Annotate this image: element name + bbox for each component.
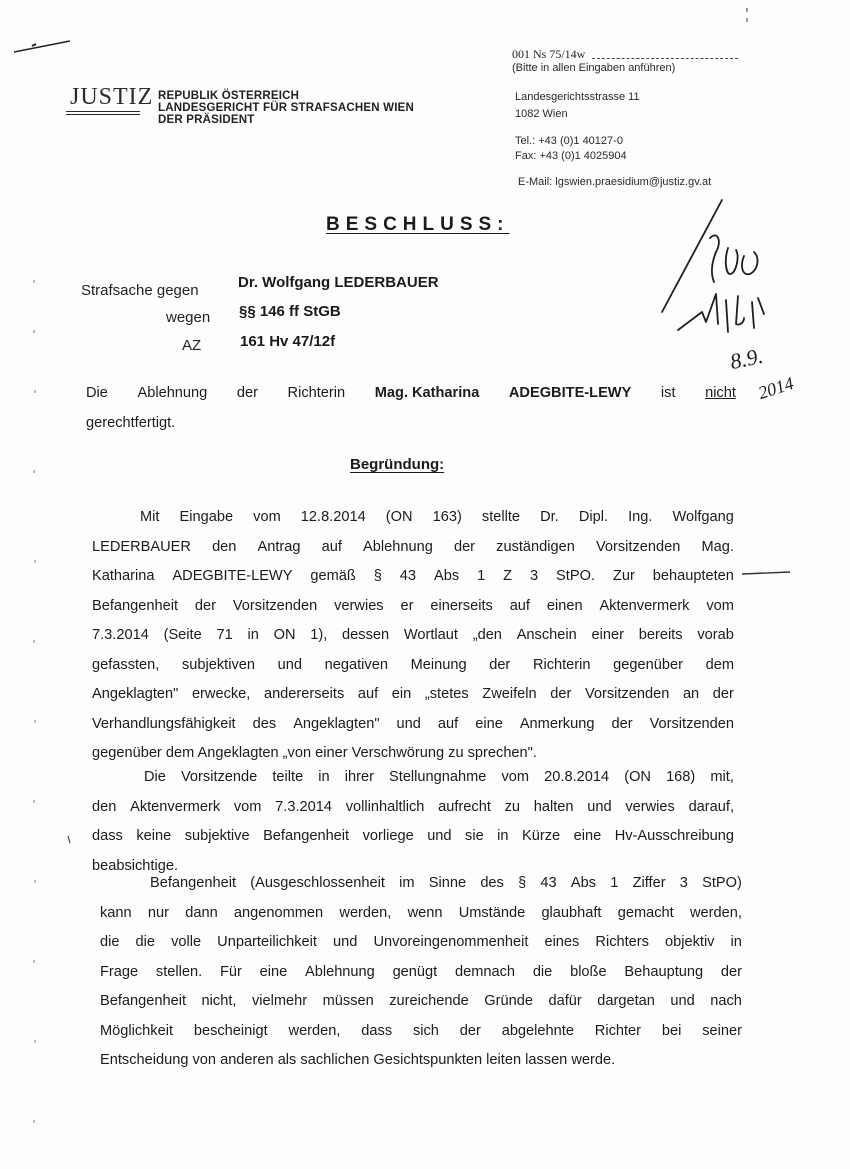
defendant-name: Dr. Wolfgang LEDERBAUER [238, 274, 439, 291]
reasons-heading: Begründung: [350, 456, 445, 473]
ruling-line-2: gerechtfertigt. [86, 415, 176, 431]
reference-blank-line [592, 58, 738, 59]
ruling-line: Die Ablehnung der Richterin Mag. Katharina ADEGBITE-LEWY ist nicht [86, 380, 736, 406]
court-line-republic: REPUBLIK ÖSTERREICH [158, 90, 300, 102]
justiz-logo [66, 84, 154, 116]
address-city: 1082 Wien [515, 108, 568, 120]
judge-name: ADEGBITE-LEWY [508, 385, 632, 401]
ruling-negation: nicht [705, 385, 736, 401]
reasons-paragraph-3: Befangenheit (Ausgeschlossenheit im Sinne des § 43 Abs 1 Ziffer 3 StPO) kann nur dann angenommen werden, wenn Umstände glaubhaft gemacht werden, die die volle Unparteilichkeit und Unvoreingenommenheit eines Richters objektiv in Frage stellen. Für eine Ablehnung genügt demnach die bloße Behauptung der Befangenheit nicht, vielmehr müssen zureichende Gründe dafür dargetan und nach Möglichkeit bescheinigt werden, dass sich der abgelehnte Richter bei seiner Entscheidung von anderen als sachlichen Gesichtspunkten leiten lassen werde. [100, 875, 742, 1068]
handwritten-signature [640, 190, 840, 430]
court-line-court: LANDESGERICHT FÜR STRAFSACHEN WIEN [158, 102, 414, 114]
label-case-against: Strafsache gegen [81, 282, 199, 299]
reference-note: (Bitte in allen Eingaben anführen) [512, 62, 676, 74]
email-address: E-Mail: lgswien.praesidium@justiz.gv.at [518, 176, 712, 188]
address-street: Landesgerichtsstrasse 11 [515, 91, 640, 103]
reasons-paragraph-2: Die Vorsitzende teilte in ihrer Stellungnahme vom 20.8.2014 (ON 168) mit, den Aktenvermerk vom 7.3.2014 vollinhaltlich aufrecht zu halten und verwies darauf, dass keine subjektive Befangenheit vorliege und sie in Kürze eine Hv-Ausschreibung beabsichtige. [92, 769, 734, 874]
phone-number: Tel.: +43 (0)1 40127-0 [515, 135, 623, 147]
document-title: BESCHLUSS: [326, 214, 510, 235]
offence-value: §§ 146 ff StGB [239, 303, 341, 320]
reference-number: 001 Ns 75/14w [512, 47, 586, 61]
logo-text: JUSTIZ [70, 84, 154, 110]
court-line-president: DER PRÄSIDENT [158, 114, 255, 126]
label-offence: wegen [166, 309, 211, 326]
handwritten-date-year: 2014 [755, 372, 797, 404]
case-number: 161 Hv 47/12f [240, 333, 336, 350]
label-az: AZ [182, 337, 202, 354]
fax-number: Fax: +43 (0)1 4025904 [515, 150, 627, 162]
ruling-paragraph [86, 380, 736, 436]
reasons-paragraph-1: Mit Eingabe vom 12.8.2014 (ON 163) stellte Dr. Dipl. Ing. Wolfgang LEDERBAUER den Antrag auf Ablehnung der zuständigen Vorsitzenden Mag. Katharina ADEGBITE-LEWY gemäß § 43 Abs 1 Z 3 StPO. Zur behaupteten Befangenheit der Vorsitzenden verwies er einerseits auf einen Aktenvermerk vom 7.3.2014 (Seite 71 in ON 1), dessen Wortlaut „den Anschein einer bereits vorab gefassten, subjektiven und negativen Meinung der Richterin gegenüber dem Angeklagten" erwecke, andererseits auf ein „stetes Zweifeln der Vorsitzenden an der Verhandlungsfähigkeit des Angeklagten" und auf eine Anmerkung der Vorsitzenden gegenüber dem Angeklagten „von einer Verschwörung zu sprechen". [92, 509, 734, 761]
handwritten-date-day: 8.9. [727, 342, 766, 375]
judge-title: Mag. Katharina [374, 385, 480, 401]
